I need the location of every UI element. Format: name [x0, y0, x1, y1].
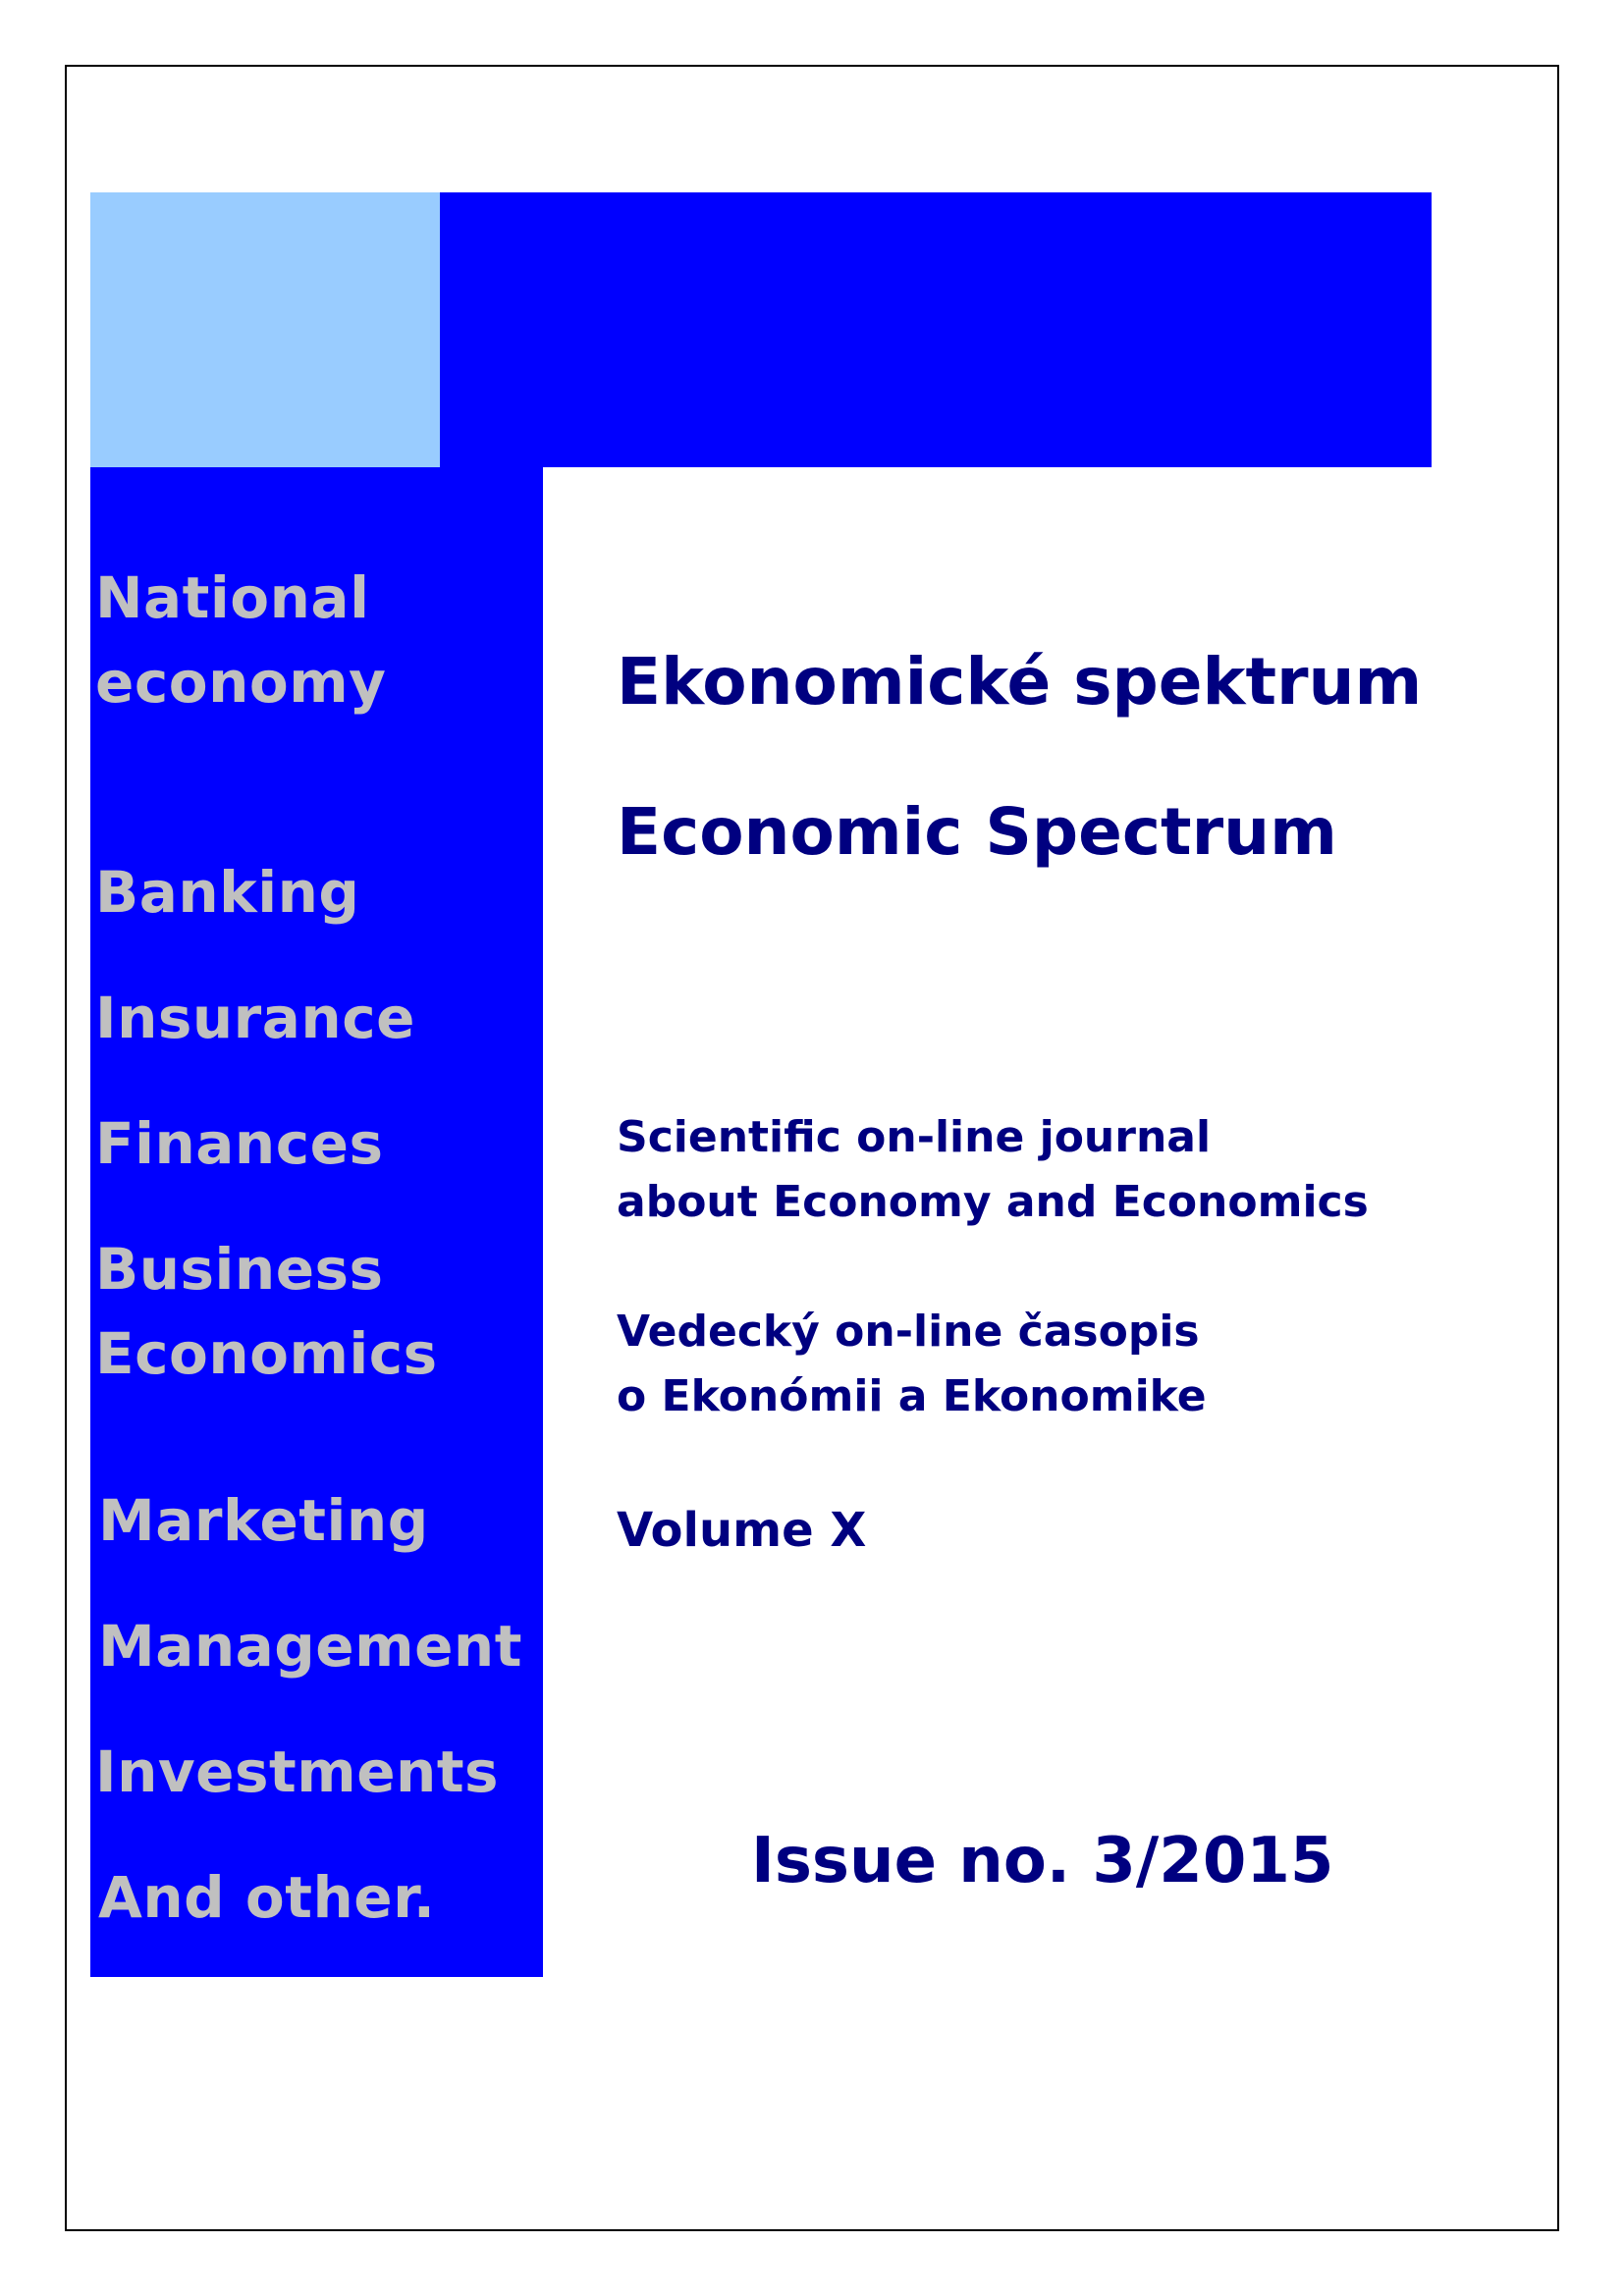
topic-insurance: Insurance [95, 985, 415, 1051]
issue-label: Issue no. 3/2015 [751, 1825, 1334, 1897]
topic-investments: Investments [95, 1738, 500, 1805]
topic-economics: Economics [95, 1320, 438, 1387]
topic-management: Management [98, 1613, 522, 1680]
topic-business: Business [95, 1236, 384, 1303]
topic-finances: Finances [95, 1110, 384, 1177]
description-en-line2: about Economy and Economics [617, 1177, 1369, 1227]
description-sk-line2: o Ekonómii a Ekonomike [617, 1371, 1207, 1421]
description-en-line1: Scientific on-line journal [617, 1112, 1212, 1162]
journal-title-en: Economic Spectrum [617, 794, 1337, 870]
description-sk-line1: Vedecký on-line časopis [617, 1307, 1200, 1357]
topic-economy: economy [95, 649, 387, 716]
topic-marketing: Marketing [98, 1487, 429, 1554]
top-blue-banner [440, 192, 1432, 467]
journal-title-sk: Ekonomické spektrum [617, 644, 1423, 720]
topic-other: And other. [98, 1864, 436, 1931]
topic-banking: Banking [95, 859, 360, 926]
light-blue-block [90, 192, 440, 467]
volume-label: Volume X [617, 1503, 867, 1558]
topic-national: National [95, 564, 370, 631]
